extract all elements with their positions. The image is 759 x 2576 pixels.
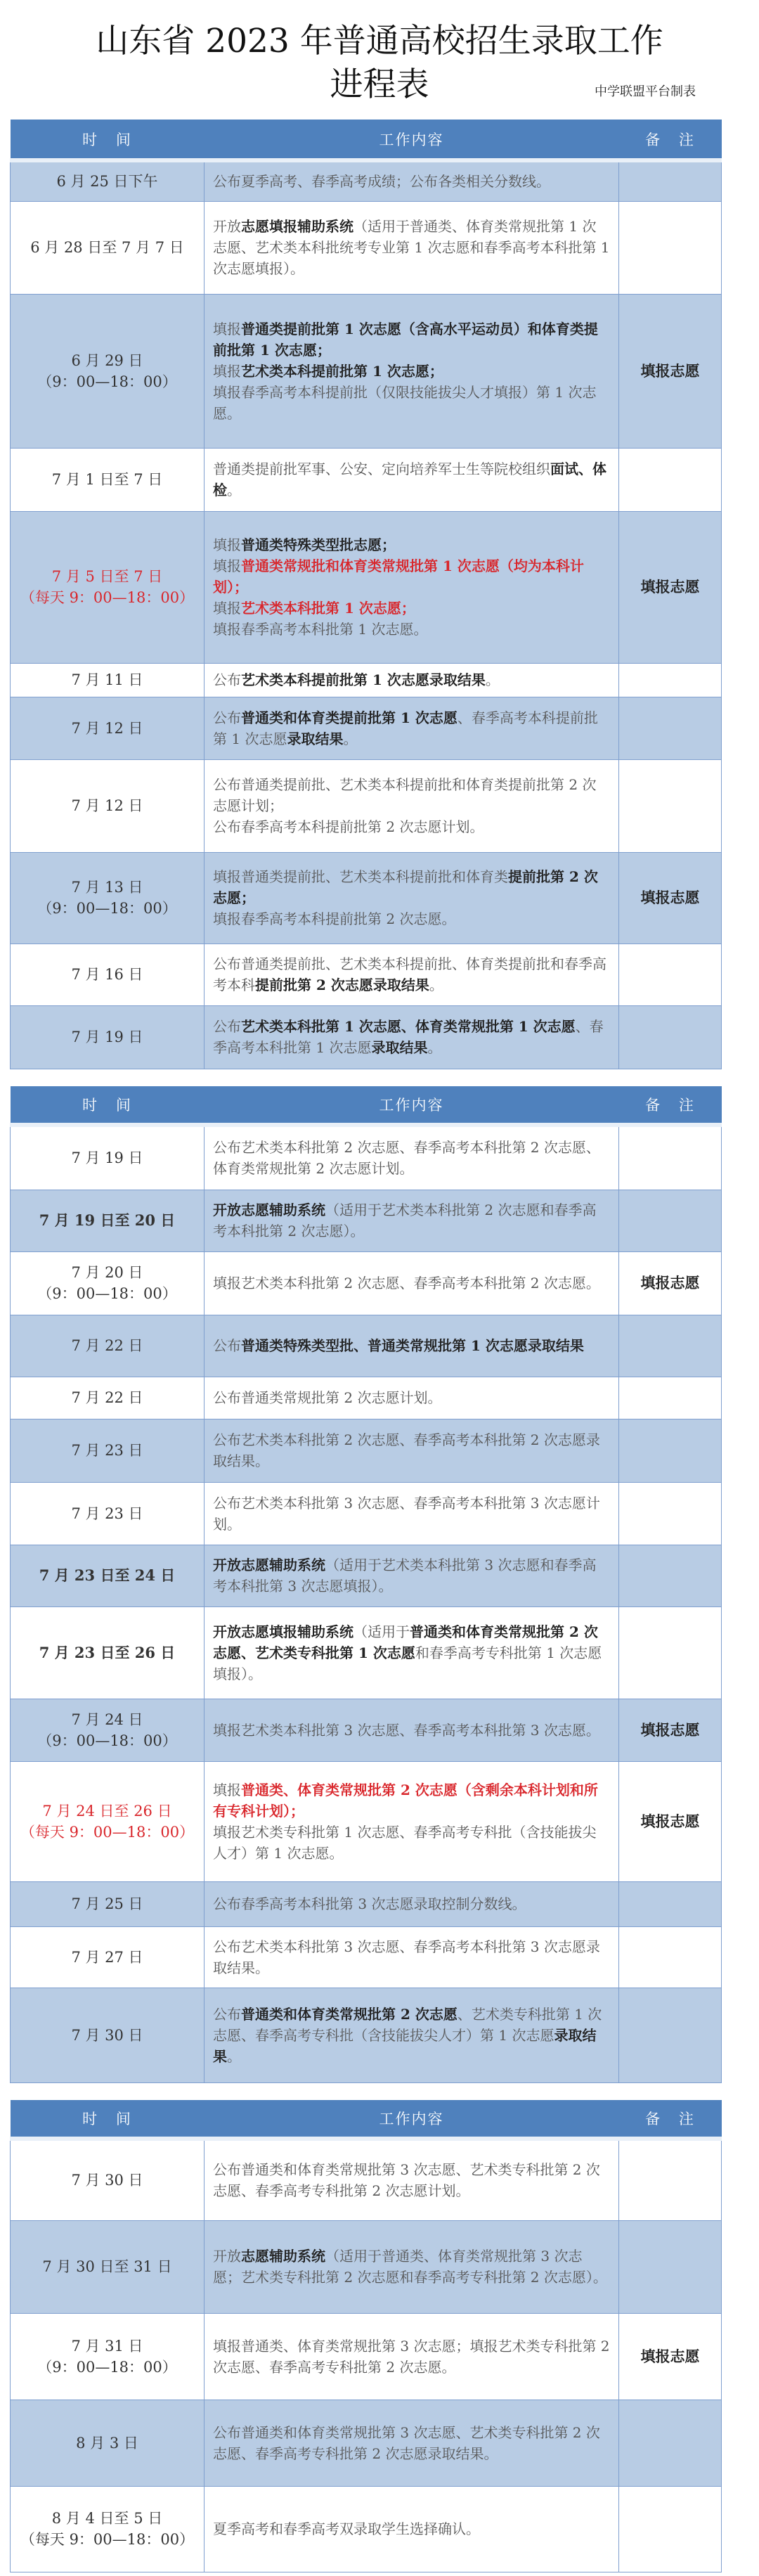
content-text: 、艺术类专科批第 1 次志愿、春季高考专科批（含技能拔尖人才）第 1 次志愿 (213, 2005, 602, 2044)
content-paragraph (213, 2336, 610, 2378)
table-row (11, 448, 722, 511)
date-text: 7 月 16 日 (71, 966, 143, 983)
content-text: 。 (227, 2047, 241, 2065)
date-cell (11, 2486, 205, 2572)
date-cell (11, 1482, 205, 1545)
content-cell (205, 1545, 619, 1606)
content-paragraph (213, 1199, 610, 1242)
date-text: 7 月 12 日 (71, 719, 143, 737)
table-row (11, 1377, 722, 1419)
date-text: 6 月 29 日 (71, 352, 143, 369)
content-text: （适用于普通类、体育类常规批第 3 次志愿；艺术类专科批第 2 次志愿和春季高考专科批第 2 次志愿）。 (213, 2248, 607, 2286)
table-row (11, 1251, 722, 1315)
date-text: 8 月 3 日 (76, 2434, 138, 2452)
content-text: 填报普通类提前批、艺术类本科提前批和体育类 (213, 868, 508, 885)
emphasis-text: 艺术类本科批第 1 次志愿、体育类常规批第 1 次志愿 (241, 1018, 576, 1035)
date-text: 8 月 4 日至 5 日 (51, 2510, 163, 2527)
column-header-content: 工作内容 (205, 1086, 619, 1125)
content-cell (205, 1761, 619, 1881)
date-cell (11, 944, 205, 1005)
note-cell (619, 1926, 722, 1988)
content-text: 公布 (213, 1018, 241, 1035)
date-cell (11, 2400, 205, 2486)
content-cell (205, 759, 619, 852)
content-cell (205, 201, 619, 294)
date-text: （每天 9：00—18：00） (20, 589, 195, 606)
date-text: （9：00—18：00） (37, 1285, 177, 1302)
note-cell (619, 1190, 722, 1251)
date-cell (11, 1125, 205, 1190)
content-paragraph (213, 534, 610, 555)
note-cell (619, 2139, 722, 2220)
content-text: 填报 (213, 536, 241, 553)
content-text: 填报艺术类本科批第 3 次志愿、春季高考本科批第 3 次志愿。 (213, 1721, 600, 1739)
page-title-line2: 进程表 (330, 65, 429, 104)
schedule-table-2 (10, 1086, 722, 2083)
emphasis-text: 普通类和体育类常规批第 2 次志愿 (241, 2005, 458, 2023)
column-header-time: 时 间 (11, 2100, 205, 2139)
content-text: 公布 (213, 671, 241, 688)
date-text: 7 月 19 日 (71, 1029, 143, 1045)
content-cell (205, 1419, 619, 1482)
note-cell (619, 697, 722, 759)
date-text: （每天 9：00—18：00） (20, 1823, 195, 1841)
date-cell (11, 1251, 205, 1315)
content-paragraph (213, 1387, 610, 1408)
table-row (11, 944, 722, 1005)
note-cell (619, 160, 722, 201)
date-text: 7 月 1 日至 7 日 (51, 471, 163, 488)
content-paragraph (213, 669, 610, 690)
table-row (11, 852, 722, 944)
content-paragraph (213, 318, 610, 361)
content-paragraph (213, 1720, 610, 1741)
content-text: 公布艺术类本科批第 2 次志愿、春季高考本科批第 2 次志愿录取结果。 (213, 1431, 600, 1469)
note-cell (619, 294, 722, 448)
column-header-note: 备 注 (619, 1086, 722, 1125)
date-cell (11, 1881, 205, 1926)
date-cell (11, 2220, 205, 2313)
content-paragraph (213, 171, 610, 192)
emphasis-text: 录取结果 (213, 2026, 597, 2065)
content-text: 公布艺术类本科批第 3 次志愿、春季高考本科批第 3 次志愿计划。 (213, 1494, 600, 1533)
content-text: 。 (485, 671, 500, 688)
content-text: （适用于普通类、体育类常规批第 1 次志愿、艺术类本科批统考专业第 1 次志愿和春季高考本科批第 1 次志愿填报）。 (213, 218, 610, 277)
content-cell (205, 663, 619, 697)
content-text: 公布普通类和体育类常规批第 3 次志愿、艺术类专科批第 2 次志愿、春季高考专科批第 2 次志愿录取结果。 (213, 2423, 600, 2462)
content-cell (205, 1926, 619, 1988)
page-title: 山东省 2023 年普通高校招生录取工作 (96, 22, 663, 60)
content-paragraph (213, 866, 610, 908)
note-cell (619, 1251, 722, 1315)
content-text: 。 (227, 482, 241, 498)
table-header-row (11, 1086, 722, 1125)
table-row (11, 1606, 722, 1699)
content-text: 公布普通类常规批第 2 次志愿计划。 (213, 1389, 442, 1406)
content-text: 、春季高考本科批第 1 次志愿 (213, 1018, 604, 1056)
table-row (11, 1125, 722, 1190)
content-text: 填报春季高考本科提前批第 2 次志愿。 (213, 910, 456, 927)
source-credit: 中学联盟平台制表 (595, 84, 696, 99)
date-cell (11, 1377, 205, 1419)
emphasis-text: 提前批第 2 次志愿录取结果 (255, 977, 429, 993)
date-text: 7 月 12 日 (71, 797, 143, 814)
emphasis-text: 志愿填报辅助系统 (241, 218, 353, 235)
note-cell (619, 2486, 722, 2572)
content-paragraph (213, 1822, 610, 1864)
content-paragraph (213, 1273, 610, 1294)
content-cell (205, 1881, 619, 1926)
content-cell (205, 2220, 619, 2313)
note-cell (619, 1881, 722, 1926)
date-text: 7 月 5 日至 7 日 (51, 568, 163, 585)
date-text: 7 月 11 日 (71, 671, 143, 688)
table-row (11, 160, 722, 201)
content-paragraph (213, 2246, 610, 2288)
content-text: 公布 (213, 2005, 241, 2023)
content-text: 和春季高考专科批第 1 次志愿填报）。 (213, 1644, 602, 1682)
content-text: 填报春季高考本科提前批（仅限技能拔尖人才填报）第 1 次志愿。 (213, 383, 597, 422)
note-cell (619, 2400, 722, 2486)
content-text: 公布 (213, 1337, 241, 1354)
date-cell (11, 1926, 205, 1988)
content-paragraph (213, 2159, 610, 2201)
content-paragraph (213, 707, 610, 749)
date-cell (11, 1419, 205, 1482)
column-header-time: 时 间 (11, 1086, 205, 1125)
content-paragraph (213, 1936, 610, 1978)
content-cell (205, 1251, 619, 1315)
date-cell (11, 1005, 205, 1069)
note-badge: 填报志愿 (640, 361, 700, 380)
date-text: （9：00—18：00） (37, 2358, 177, 2376)
date-text: （每天 9：00—18：00） (20, 2531, 195, 2548)
content-cell (205, 944, 619, 1005)
content-paragraph (213, 953, 610, 996)
date-cell (11, 448, 205, 511)
content-paragraph (213, 2422, 610, 2464)
date-text: 7 月 23 日至 26 日 (39, 1643, 176, 1661)
date-text: 7 月 24 日至 26 日 (42, 1802, 172, 1820)
date-cell (11, 759, 205, 852)
emphasis-text: 普通类和体育类常规批第 2 次志愿、艺术类专科批第 1 次志愿 (213, 1623, 598, 1661)
content-paragraph (213, 1493, 610, 1535)
content-paragraph (213, 1893, 610, 1914)
content-text: 开放 (213, 218, 241, 235)
date-cell (11, 1545, 205, 1606)
table-header-row (11, 120, 722, 160)
table-row (11, 1190, 722, 1251)
date-cell (11, 160, 205, 201)
table-row (11, 1005, 722, 1069)
date-text: 7 月 19 日至 20 日 (39, 1211, 176, 1229)
column-header-time: 时 间 (11, 120, 205, 160)
content-text: 普通类提前批军事、公安、定向培养军士生等院校组织 (213, 461, 550, 477)
content-text: 。 (429, 977, 443, 993)
content-paragraph (213, 2004, 610, 2067)
date-text: 7 月 22 日 (71, 1389, 143, 1406)
content-paragraph (213, 1137, 610, 1179)
emphasis-text: 艺术类本科提前批第 1 次志愿录取结果 (241, 671, 486, 688)
content-cell (205, 2139, 619, 2220)
content-text: 公布艺术类本科批第 2 次志愿、春季高考本科批第 2 次志愿、体育类常规批第 2 次志愿计划。 (213, 1139, 600, 1178)
date-text: 7 月 23 日 (71, 1442, 143, 1459)
note-cell (619, 1545, 722, 1606)
content-cell (205, 448, 619, 511)
content-paragraph (213, 1429, 610, 1471)
content-text: 公布普通类和体育类常规批第 3 次志愿、艺术类专科批第 2 次志愿、春季高考专科批第 2 次志愿计划。 (213, 2161, 600, 2200)
content-text: 。 (343, 730, 358, 747)
content-text: 。 (427, 1039, 442, 1056)
date-cell (11, 1699, 205, 1761)
emphasis-text: 普通类和体育类提前批第 1 次志愿 (241, 709, 458, 726)
content-text: 填报 (213, 362, 241, 380)
date-cell (11, 697, 205, 759)
table-row (11, 1926, 722, 1988)
content-paragraph (213, 598, 610, 619)
table-row (11, 2220, 722, 2313)
table-row (11, 2139, 722, 2220)
content-cell (205, 294, 619, 448)
date-cell (11, 294, 205, 448)
emphasis-text: 开放志愿填报辅助系统 (213, 1623, 353, 1640)
table-row (11, 511, 722, 663)
note-cell (619, 1606, 722, 1699)
date-text: 7 月 31 日 (71, 2337, 143, 2355)
date-text: （9：00—18：00） (37, 373, 177, 390)
content-cell (205, 1125, 619, 1190)
content-cell (205, 511, 619, 663)
content-text: 公布普通类提前批、艺术类本科提前批、体育类提前批和春季高考本科 (213, 955, 606, 993)
content-paragraph (213, 1335, 610, 1356)
content-text: 公布艺术类本科批第 3 次志愿、春季高考本科批第 3 次志愿录取结果。 (213, 1938, 600, 1976)
highlight-text: 普通类常规批和体育类常规批第 1 次志愿（均为本科计划）； (213, 558, 584, 595)
table-row (11, 697, 722, 759)
table-row (11, 1881, 722, 1926)
table-row (11, 663, 722, 697)
content-text: 填报春季高考本科批第 1 次志愿。 (213, 621, 428, 638)
content-text: 公布春季高考本科提前批第 2 次志愿计划。 (213, 818, 484, 835)
highlight-text: 艺术类本科批第 1 次志愿； (241, 600, 415, 617)
table-row (11, 1482, 722, 1545)
content-cell (205, 160, 619, 201)
content-text: （适用于艺术类本科批第 2 次志愿和春季高考本科批第 2 次志愿）。 (213, 1202, 597, 1239)
table-row (11, 1419, 722, 1482)
emphasis-text: 录取结果 (371, 1039, 428, 1056)
content-paragraph (213, 908, 610, 929)
content-text: 公布普通类提前批、艺术类本科提前批和体育类提前批第 2 次志愿计划； (213, 776, 597, 814)
content-text: 夏季高考和春季高考双录取学生选择确认。 (213, 2520, 480, 2537)
emphasis-text: 志愿辅助系统 (241, 2248, 325, 2265)
date-text: 7 月 30 日 (71, 2172, 143, 2189)
emphasis-text: 普通类提前批第 1 次志愿（含高水平运动员）和体育类提前批第 1 次志愿； (213, 320, 598, 359)
table-row (11, 1761, 722, 1881)
note-cell (619, 2220, 722, 2313)
content-paragraph (213, 361, 610, 382)
title-second-line (0, 63, 759, 110)
emphasis-text: 开放志愿辅助系统 (213, 1202, 325, 1218)
note-cell (619, 1419, 722, 1482)
table-row (11, 1545, 722, 1606)
note-cell (619, 2313, 722, 2400)
schedule-table-1 (10, 120, 722, 1069)
content-text: 填报 (213, 1781, 241, 1798)
note-cell (619, 1482, 722, 1545)
note-cell (619, 1761, 722, 1881)
note-cell (619, 1315, 722, 1377)
date-cell (11, 1761, 205, 1881)
table-row (11, 2400, 722, 2486)
column-header-note: 备 注 (619, 120, 722, 160)
note-cell (619, 663, 722, 697)
note-cell (619, 1005, 722, 1069)
content-text: （适用于 (353, 1623, 410, 1640)
content-cell (205, 2486, 619, 2572)
content-text: 填报 (213, 558, 241, 574)
date-text: 7 月 20 日 (71, 1264, 143, 1281)
content-text: （适用于艺术类本科批第 3 次志愿和春季高考本科批第 3 次志愿填报）。 (213, 1557, 597, 1595)
date-cell (11, 852, 205, 944)
content-text: 公布春季高考本科批第 3 次志愿录取控制分数线。 (213, 1895, 526, 1912)
note-cell (619, 1988, 722, 2082)
content-paragraph (213, 555, 610, 598)
date-cell (11, 511, 205, 663)
content-text: 填报艺术类本科批第 2 次志愿、春季高考本科批第 2 次志愿。 (213, 1275, 600, 1292)
content-text: 填报普通类、体育类常规批第 3 次志愿；填报艺术类专科批第 2 次志愿、春季高考专科批第 2 次志愿。 (213, 2337, 610, 2376)
content-paragraph (213, 816, 610, 837)
date-text: 7 月 27 日 (71, 1948, 143, 1966)
note-cell (619, 448, 722, 511)
content-cell (205, 1482, 619, 1545)
date-text: 7 月 30 日 (71, 2026, 143, 2044)
highlight-text: 普通类、体育类常规批第 2 次志愿（含剩余本科计划和所有专科计划）； (213, 1781, 598, 1820)
table-row (11, 1988, 722, 2082)
content-paragraph (213, 458, 610, 501)
note-cell (619, 1699, 722, 1761)
date-text: 7 月 13 日 (71, 879, 143, 896)
note-badge: 填报志愿 (640, 1274, 700, 1292)
date-text: 7 月 23 日 (71, 1505, 143, 1522)
date-text: 7 月 22 日 (71, 1337, 143, 1354)
table-row (11, 2486, 722, 2572)
date-text: 6 月 28 日至 7 月 7 日 (30, 239, 184, 256)
content-cell (205, 1699, 619, 1761)
date-cell (11, 663, 205, 697)
content-cell (205, 1190, 619, 1251)
schedule-table-3 (10, 2100, 722, 2572)
content-paragraph (213, 216, 610, 279)
note-cell (619, 511, 722, 663)
date-text: 6 月 25 日下午 (56, 173, 158, 191)
table-row (11, 294, 722, 448)
date-cell (11, 201, 205, 294)
date-cell (11, 1606, 205, 1699)
content-paragraph (213, 1016, 610, 1058)
emphasis-text: 普通类特殊类型批、普通类常规批第 1 次志愿录取结果 (241, 1337, 584, 1354)
note-cell (619, 1377, 722, 1419)
content-paragraph (213, 619, 610, 640)
column-header-content: 工作内容 (205, 2100, 619, 2139)
note-cell (619, 852, 722, 944)
date-text: （9：00—18：00） (37, 1732, 177, 1749)
emphasis-text: 提前批第 2 次志愿； (213, 868, 598, 906)
note-cell (619, 1125, 722, 1190)
column-header-note: 备 注 (619, 2100, 722, 2139)
column-header-content: 工作内容 (205, 120, 619, 160)
note-badge: 填报志愿 (640, 1812, 700, 1830)
content-cell (205, 2313, 619, 2400)
date-text: 7 月 23 日至 24 日 (39, 1566, 176, 1584)
content-text: 填报艺术类专科批第 1 次志愿、春季高考专科批（含技能拔尖人才）第 1 次志愿。 (213, 1823, 597, 1862)
content-paragraph (213, 774, 610, 816)
date-text: 7 月 30 日至 31 日 (42, 2258, 172, 2275)
emphasis-text: 录取结果 (287, 730, 344, 747)
table-row (11, 1315, 722, 1377)
document-header (0, 20, 759, 110)
note-badge: 填报志愿 (640, 1720, 700, 1739)
date-text: 7 月 24 日 (71, 1711, 143, 1728)
note-badge: 填报志愿 (640, 2347, 700, 2365)
table-row (11, 201, 722, 294)
content-text: 公布夏季高考、春季高考成绩；公布各类相关分数线。 (213, 173, 550, 191)
note-cell (619, 759, 722, 852)
content-text: 填报 (213, 600, 241, 617)
date-cell (11, 1988, 205, 2082)
content-paragraph (213, 1554, 610, 1597)
emphasis-text: 普通类特殊类型批志愿； (241, 536, 396, 553)
content-cell (205, 1377, 619, 1419)
content-text: 、春季高考本科提前批第 1 次志愿 (213, 709, 598, 747)
date-cell (11, 2313, 205, 2400)
table-row (11, 759, 722, 852)
date-cell (11, 1315, 205, 1377)
content-paragraph (213, 382, 610, 424)
note-badge: 填报志愿 (640, 889, 700, 906)
content-paragraph (213, 2518, 610, 2539)
content-paragraph (213, 1779, 610, 1822)
content-text: 公布 (213, 709, 241, 726)
content-text: 开放 (213, 2248, 241, 2265)
table-row (11, 2313, 722, 2400)
emphasis-text: 开放志愿辅助系统 (213, 1557, 325, 1573)
note-cell (619, 944, 722, 1005)
content-cell (205, 2400, 619, 2486)
table-header-row (11, 2100, 722, 2139)
content-cell (205, 1005, 619, 1069)
content-cell (205, 1606, 619, 1699)
note-badge: 填报志愿 (640, 578, 700, 595)
emphasis-text: 面试、体检 (213, 461, 606, 498)
date-text: 7 月 25 日 (71, 1895, 143, 1912)
content-text: 填报 (213, 320, 241, 337)
note-cell (619, 201, 722, 294)
date-text: （9：00—18：00） (37, 900, 177, 917)
content-paragraph (213, 1621, 610, 1685)
emphasis-text: 艺术类本科提前批第 1 次志愿； (241, 362, 443, 380)
content-cell (205, 852, 619, 944)
date-cell (11, 2139, 205, 2220)
content-cell (205, 697, 619, 759)
content-cell (205, 1988, 619, 2082)
date-text: 7 月 19 日 (71, 1149, 143, 1167)
date-cell (11, 1190, 205, 1251)
content-cell (205, 1315, 619, 1377)
table-row (11, 1699, 722, 1761)
